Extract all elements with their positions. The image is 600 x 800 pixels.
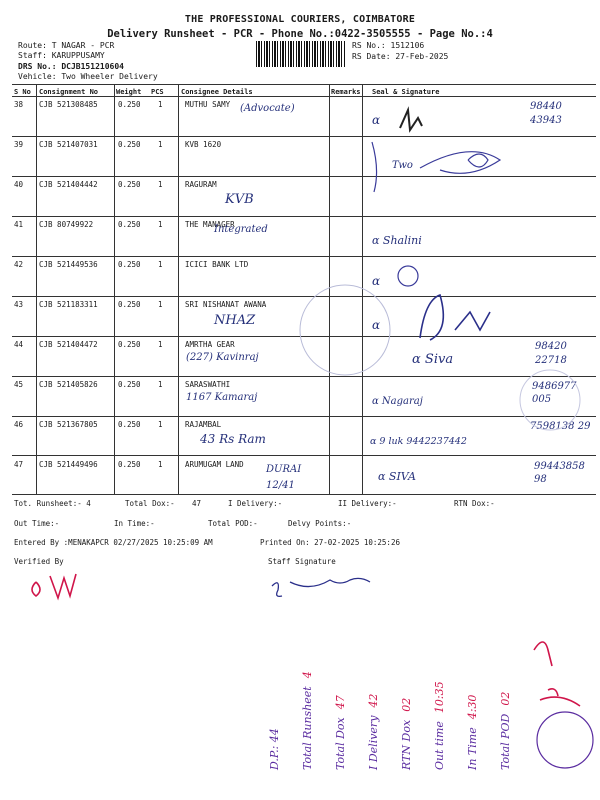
total-dox-label: Total Dox:- [125,499,175,508]
phone-46: 7598138 29 [530,421,591,432]
stamp-42 [398,266,418,286]
verified-by: Verified By [14,557,64,566]
faded-stamp [300,285,390,375]
row-weight: 0.250 [118,180,141,189]
row-sno: 45 [14,380,24,389]
row-consignment-no: CJB 521449496 [39,460,98,469]
row-sno: 47 [14,460,24,469]
rs-date: RS Date: 27-Feb-2025 [352,52,449,61]
row-weight: 0.250 [118,380,141,389]
runsheet-subtitle: Delivery Runsheet - PCR - Phone No.:0422-3505555 - Page No.:4 [107,28,493,40]
row-sno: 40 [14,180,24,189]
row-weight: 0.250 [118,140,141,149]
row-weight: 0.250 [118,220,141,229]
signature-39 [372,142,500,192]
col-consignee: Consignee Details [181,88,253,96]
col-weight: Weight [116,88,142,96]
vehicle: Vehicle: Two Wheeler Delivery [18,72,158,81]
row-consignee: AMRTHA GEAR [185,340,235,349]
row-sno: 46 [14,420,24,429]
col-remarks: Remarks [331,88,361,96]
row-sno: 41 [14,220,24,229]
hand-summary-label: In Time [466,727,479,770]
route: Route: T NAGAR - PCR [18,41,115,50]
row-pcs: 1 [158,460,163,469]
hand-summary-label: Total POD [499,713,512,770]
hand-note-45: 1167 Kamaraj [186,392,258,403]
i-delivery: I Delivery:- [228,499,283,508]
total-dox-value: 47 [192,499,202,508]
in-time: In Time:- [114,519,155,528]
row-pcs: 1 [158,380,163,389]
row-pcs: 1 [158,260,163,269]
row-pcs: 1 [158,140,163,149]
hand-note-46: 43 Rs Ram [200,432,266,446]
row-weight: 0.250 [118,260,141,269]
hand-summary-label: RTN Dox [400,719,413,770]
hand-summary-value: 10:35 [433,681,446,714]
signature-43 [420,295,490,340]
row-consignment-no: CJB 521367805 [39,420,98,429]
staff-signature: Staff Signature [268,557,336,566]
staff-sig [272,578,370,596]
row-consignment-no: CJB 521404442 [39,180,98,189]
col-sno: S No [14,88,31,96]
col-seal-signature: Seal & Signature [372,88,440,96]
row-consignee: SARASWATHI [185,380,231,389]
hand-note-41: Integrated [214,224,268,235]
row-pcs: 1 [158,420,163,429]
phone-44: 98420 22718 [535,341,567,366]
printed-on: Printed On: 27-02-2025 10:25:26 [260,538,400,547]
col-pcs: PCS [151,88,164,96]
staff: Staff: KARUPPUSAMY [18,51,105,60]
row-consignment-no: CJB 521183311 [39,300,98,309]
seal-note-45: α Nagaraj [372,396,423,407]
row-weight: 0.250 [118,100,141,109]
row-weight: 0.250 [118,420,141,429]
row-consignment-no: CJB 521308485 [39,100,98,109]
faded-stamp-2 [520,370,580,430]
row-pcs: 1 [158,180,163,189]
signature-38 [400,110,422,130]
col-consignment: Consignment No [39,88,99,96]
tot-runsheet: Tot. Runsheet:- 4 [14,499,91,508]
hand-note-38: (Advocate) [240,103,295,114]
row-consignment-no: CJB 80749922 [39,220,94,229]
hand-summary-value: 02 [400,697,413,712]
hand-summary-value: 02 [499,691,512,706]
out-time: Out Time:- [14,519,60,528]
seal-note-43: α [372,318,381,332]
hand-summary-label: Total Runsheet [301,686,314,770]
row-consignee: THE MANAGER [185,220,235,229]
entered-by: Entered By :MENAKAPCR 02/27/2025 10:25:09 AM [14,538,213,547]
bottom-stamp [537,712,593,768]
row-pcs: 1 [158,100,163,109]
phone-47: 99443858 98 [534,461,585,485]
row-sno: 39 [14,140,24,149]
seal-note-38: α [372,113,381,127]
hand-summary-label: Out time [433,721,446,770]
row-consignment-no: CJB 521449536 [39,260,98,269]
seal-note-47: α SIVA [378,470,416,483]
verified-signature [32,574,76,598]
row-consignment-no: CJB 521404472 [39,340,98,349]
seal-note-46: α 9 luk 9442237442 [370,436,467,447]
hand-summary-label: D.P.: 44 [268,728,281,770]
row-consignee: KVB 1620 [185,140,222,149]
total-pod: Total POD:- [208,519,258,528]
row-consignee: RAGURAM [185,180,217,189]
seal-note-42: α [372,274,381,288]
hand-summary-value: 47 [334,695,347,710]
hand-summary-value: 4 [301,671,314,679]
row-consignee: RAJAMBAL [185,420,222,429]
row-consignee: ARUMUGAM LAND [185,460,244,469]
seal-note-39: Two [392,160,413,171]
row-sno: 43 [14,300,24,309]
row-pcs: 1 [158,300,163,309]
row-weight: 0.250 [118,460,141,469]
ii-delivery: II Delivery:- [338,499,397,508]
row-consignment-no: CJB 521405826 [39,380,98,389]
rtn-dox: RTN Dox:- [454,499,495,508]
row-sno: 38 [14,100,24,109]
hand-summary-label: I Delivery [367,715,380,770]
hand-summary-label: Total Dox [334,717,347,770]
row-consignee: ICICI BANK LTD [185,260,249,269]
hand-note-44: (227) Kavinraj [186,352,259,363]
hand-summary-value: 42 [367,693,380,708]
row-consignee: SRI NISHANAT AWANA [185,300,267,309]
hand-note-43: NHAZ [214,313,256,328]
bottom-red-sig [534,642,580,706]
hand-note-40: KVB [225,192,254,207]
seal-note-41: α Shalini [372,234,422,247]
row-consignment-no: CJB 521407031 [39,140,98,149]
hand-summary-value: 4:30 [466,694,479,720]
seal-note-44: α Siva [412,352,454,367]
hand-note-47: DURAI 12/41 [266,464,302,491]
row-sno: 44 [14,340,24,349]
phone-38: 98440 43943 [530,101,562,126]
row-weight: 0.250 [118,300,141,309]
row-consignee: MUTHU SAMY [185,100,231,109]
phone-45: 9486977 005 [532,381,577,405]
row-pcs: 1 [158,220,163,229]
rs-number: RS No.: 1512106 [352,41,425,50]
delvy-points: Delvy Points:- [288,519,352,528]
drs-number: DRS No.: DCJB151210604 [18,62,124,71]
row-weight: 0.250 [118,340,141,349]
row-sno: 42 [14,260,24,269]
company-title: THE PROFESSIONAL COURIERS, COIMBATORE [184,14,416,25]
row-pcs: 1 [158,340,163,349]
